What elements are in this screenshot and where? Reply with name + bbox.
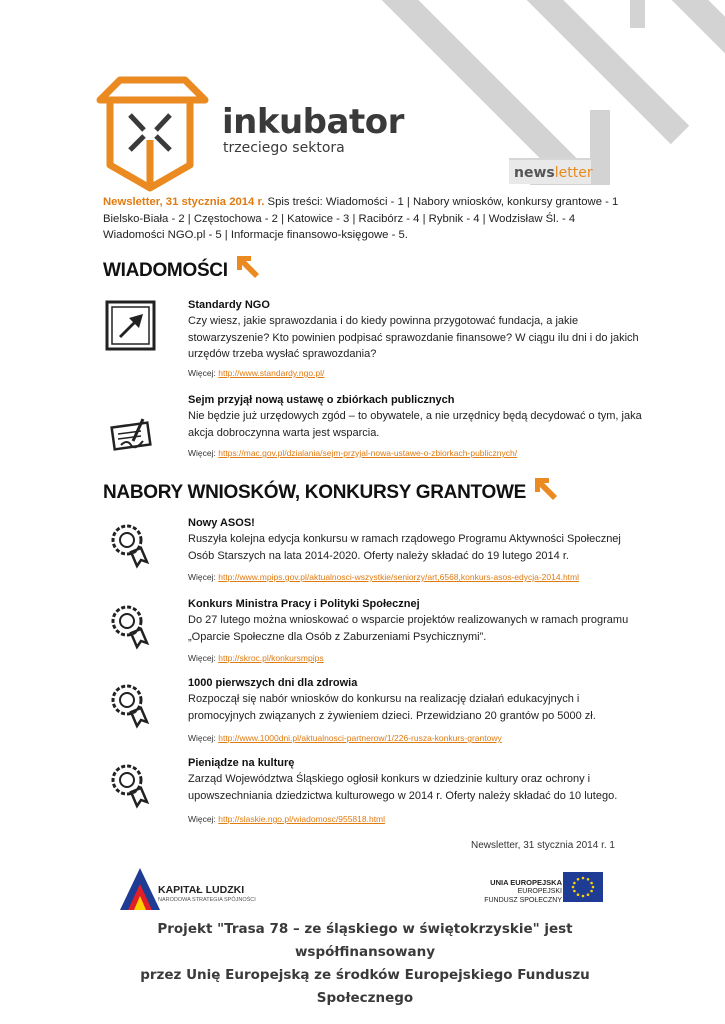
grant-item bbox=[103, 676, 643, 748]
badge-part-news: news bbox=[514, 165, 555, 181]
news-item-desc: Nie będzie już urzędowych zgód – to obywatele, a nie urzędnicy będą decydować o tym, jaka akcja dobroczynna warta jest wsparcia. bbox=[188, 410, 642, 439]
section-title-grants-text: NABORY WNIOSKÓW, KONKURSY GRANTOWE bbox=[103, 482, 526, 503]
award-ribbon-icon bbox=[103, 597, 158, 652]
grant-item bbox=[103, 516, 643, 588]
more-link-row bbox=[188, 448, 517, 458]
grant-item-title: 1000 pierwszych dni dla zdrowia bbox=[188, 677, 358, 689]
eu-flag-icon bbox=[563, 872, 603, 902]
document-signing-icon bbox=[103, 407, 158, 462]
more-link-row bbox=[188, 653, 324, 663]
more-label: Więcej: bbox=[188, 368, 219, 378]
ue-line3: FUNDUSZ SPOŁECZNY bbox=[484, 897, 562, 904]
funding-line2: przez Unię Europejską ze środków Europejskiego Funduszu Społecznego bbox=[140, 967, 590, 1006]
more-link-row bbox=[188, 572, 579, 582]
more-label: Więcej: bbox=[188, 653, 219, 663]
award-ribbon-icon bbox=[103, 756, 158, 811]
grant-item-title: Pieniądze na kulturę bbox=[188, 757, 295, 769]
more-link[interactable]: http://www.1000dni.pl/aktualnosci-partnerow/1/226-ruszа-konkurs-grantowy bbox=[218, 733, 502, 743]
more-link[interactable]: http://skroc.pl/konkursmpips bbox=[218, 653, 324, 663]
grant-item-desc: Ruszyła kolejna edycja konkursu w ramach rządowego Programu Aktywności Społecznej Osób Starszych na lata 2014-2020. Oferty należy składać do 19 lutego 2014 r. bbox=[188, 533, 621, 562]
brand-subtitle: trzeciego sektora bbox=[223, 140, 345, 156]
box-logo-icon bbox=[90, 70, 210, 200]
newsletter-date: Newsletter, 31 stycznia 2014 r. bbox=[103, 196, 265, 208]
newsletter-badge bbox=[509, 158, 591, 184]
more-link[interactable]: https://mac.gov.pl/dzialania/sejm-przyjal-nowa-ustawe-o-zbiorkach-publicznych/ bbox=[218, 448, 518, 458]
news-item-title: Standardy NGO bbox=[188, 299, 270, 311]
ue-line2: EUROPEJSKI bbox=[517, 888, 562, 895]
brand-name: inkubator bbox=[222, 102, 404, 142]
ue-efs-label bbox=[484, 878, 562, 905]
section-title-news bbox=[103, 256, 259, 282]
page-footer: Newsletter, 31 stycznia 2014 r. 1 bbox=[471, 840, 615, 851]
grant-item-desc: Do 27 lutego można wnioskować o wsparcie projektów realizowanych w ramach programu „Oparcie Społeczne dla Osób z Zaburzeniami Psychicznymi”. bbox=[188, 614, 629, 643]
award-ribbon-icon bbox=[103, 516, 158, 571]
more-label: Więcej: bbox=[188, 448, 219, 458]
more-link-row bbox=[188, 814, 385, 824]
table-of-contents bbox=[103, 194, 628, 244]
more-link[interactable]: http://www.mpips.gov.pl/aktualnosci-wszystkie/seniorzy/art,6568,konkurs-asos-edycja-2014.html bbox=[218, 572, 580, 582]
grant-item bbox=[103, 756, 643, 828]
grant-item bbox=[103, 597, 643, 669]
kapital-ludzki-logo-icon bbox=[120, 868, 160, 910]
section-title-grants bbox=[103, 478, 557, 504]
more-link-row bbox=[188, 368, 324, 378]
orange-arrow-icon bbox=[535, 478, 557, 500]
kapital-ludzki-title: KAPITAŁ LUDZKI bbox=[158, 884, 245, 896]
funding-statement bbox=[125, 918, 605, 1010]
news-item bbox=[103, 298, 643, 388]
section-title-news-text: WIADOMOŚCI bbox=[103, 260, 228, 281]
ue-line1: UNIA EUROPEJSKA bbox=[490, 878, 562, 887]
news-item-desc: Czy wiesz, jakie sprawozdania i do kiedy powinna przygotować fundacja, a jakie stowarzyszenie? Kto powinien podpisać sprawozdanie finansowe? W ciągu ilu dni i do jakich urzędów trzeba wysłać sprawozdania? bbox=[188, 315, 639, 360]
arrow-box-icon bbox=[103, 298, 158, 353]
news-item-title: Sejm przyjął nową ustawę o zbiórkach publicznych bbox=[188, 394, 455, 406]
grant-item-desc: Zarząd Województwa Śląskiego ogłosił konkurs w dziedzinie kultury oraz ochrony i upowszechniania dziedzictwa kulturowego w 2014 r. Oferty należy składać do 10 lutego. bbox=[188, 773, 618, 802]
more-label: Więcej: bbox=[188, 814, 219, 824]
kapital-ludzki-subtitle: NARODOWA STRATEGIA SPÓJNOŚCI bbox=[158, 897, 256, 903]
award-ribbon-icon bbox=[103, 676, 158, 731]
more-link[interactable]: http://slaskie.ngo.pl/wiadomosc/955818.html bbox=[218, 814, 386, 824]
inkubator-logo bbox=[90, 70, 210, 200]
more-link[interactable]: http://www.standardy.ngo.pl/ bbox=[218, 368, 325, 378]
funding-line1: Projekt "Trasa 78 – ze śląskiego w świętokrzyskie" jest współfinansowany bbox=[157, 921, 573, 960]
grant-item-title: Nowy ASOS! bbox=[188, 517, 255, 529]
orange-arrow-icon bbox=[237, 256, 259, 278]
more-link-row bbox=[188, 733, 502, 743]
grant-item-title: Konkurs Ministra Pracy i Polityki Społecznej bbox=[188, 598, 420, 610]
toc-text: Spis treści: Wiadomości - 1 | Nabory wniosków, konkursy grantowe - 1 Bielsko-Biała - 2 | Częstochowa - 2 | Katowice - 3 | Racibórz - 4 | Rybnik - 4 | Wodzisław Śl. - 4 Wiadomości NGO.pl - 5 | Informacje finansowo-księgowe - 5. bbox=[103, 196, 619, 241]
more-label: Więcej: bbox=[188, 733, 219, 743]
grant-item-desc: Rozpoczął się nabór wniosków do konkursu na realizację działań edukacyjnych i promocyjnych związanych z żywieniem dzieci. Przewidziano 20 grantów po 5000 zł. bbox=[188, 693, 596, 722]
news-item bbox=[103, 393, 643, 463]
badge-part-letter: letter bbox=[554, 165, 593, 181]
more-label: Więcej: bbox=[188, 572, 219, 582]
